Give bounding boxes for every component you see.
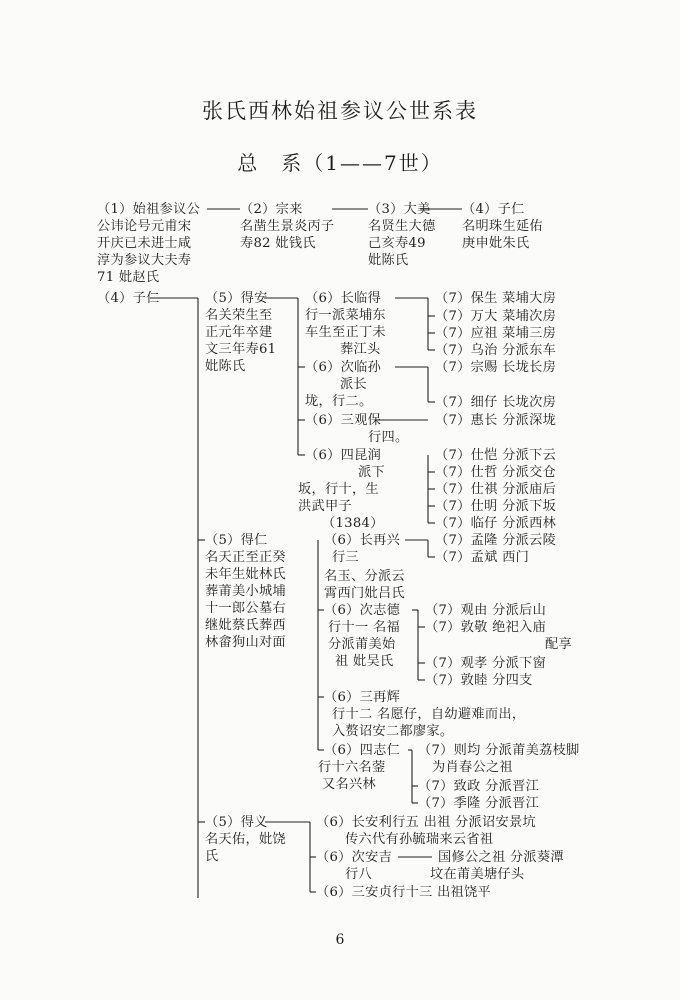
gen1-note-line: 开庆已未进士咸 (97, 236, 192, 251)
gen6-anli-name: （6）长安利行五 出祖 分派诏安景坑 (316, 815, 536, 830)
gen6-zhiren-note: 又名兴林 (322, 777, 376, 792)
gen1-note-line: 71 妣赵氏 (97, 270, 160, 285)
gen6-zhide-note: 行十一 名福 (328, 620, 400, 635)
gen6-zaixing-name: （6）长再兴 (324, 533, 401, 548)
gen6-linde-note: 葬江头 (340, 342, 381, 357)
gen5-deyan-note: 正元年卒建 (205, 325, 273, 340)
gen5-deyan-note: 名关荣生至 (205, 308, 273, 323)
gen6-sikun-note: 派下 (358, 465, 385, 480)
gen6-anzhen-name: （6）三安贞行十三 出祖饶平 (316, 885, 492, 900)
gen5-deyi-name: （5）得义 (205, 815, 268, 830)
gen5-deren-note: 名天正至正癸 (205, 550, 286, 565)
gen6-zhide-note: 分派莆美始 (328, 637, 396, 652)
gen7-entry: （7）细仔 长垅次房 (435, 395, 557, 410)
gen6-sanguan-note: 行四。 (368, 430, 409, 445)
gen5-deren-note: 继妣蔡氏葬西 (205, 618, 286, 633)
gen7-entry: （7）宗赐 长垅长房 (435, 360, 557, 375)
gen6-anli-note: 传六代有孙毓瑞来云省祖 (345, 832, 494, 847)
gen6-zaixing-note: 名玉、分派云 (324, 569, 405, 584)
gen5-deren-note: 林畲狗山对面 (205, 635, 286, 650)
gen6-linsun-note: 派长 (340, 377, 367, 392)
page-subtitle: 总 系（1——7世） (237, 151, 443, 175)
gen7-entry: （7）保生 菜埔大房 (435, 291, 557, 306)
gen6-zaihui-note: 入赘诏安二都廖家。 (332, 724, 454, 739)
gen6-zaihui-name: （6）三再辉 (324, 690, 401, 705)
gen7-entry: （7）敦敬 绝祀入庙 (425, 620, 547, 635)
gen5-deren-name: （5）得仁 (205, 533, 268, 548)
gen2-name: （2）宗来 (240, 202, 303, 217)
gen5-deyan-note: 妣陈氏 (205, 359, 246, 374)
gen7-entry: （7）观由 分派后山 (425, 603, 547, 618)
gen5-deyi-note: 名天佑，妣饶 (205, 832, 286, 847)
gen7-entry: （7）应祖 菜埔三房 (435, 326, 557, 341)
gen4-name: （4）子仁 (462, 202, 525, 217)
gen2-note-line: 寿82 妣钱氏 (240, 236, 316, 251)
gen6-zhide-name: （6）次志德 (324, 603, 401, 618)
gen3-note-line: 己亥寿49 (368, 236, 426, 251)
gen7-entry: （7）万大 菜埔次房 (435, 309, 557, 324)
gen7-entry: （7）仕恺 分派下云 (435, 448, 557, 463)
gen6-sikun-note: （1384） (322, 516, 384, 531)
gen6-anji-note: 行八 (345, 867, 372, 882)
page-number: 6 (335, 932, 345, 948)
gen6-zaixing-note: 霄西门妣吕氏 (324, 586, 405, 601)
gen7-entry: （7）孟隆 分派云陵 (435, 533, 557, 548)
gen2-note-line: 名凿生景炎丙子 (240, 219, 335, 234)
gen3-name: （3）大美 (368, 202, 431, 217)
gen6-anji-note: 坟在莆美塘仔头 (430, 867, 525, 882)
gen7-entry: （7）季隆 分派晋江 (418, 796, 540, 811)
gen5-deren-note: 十一郎公墓右 (205, 601, 286, 616)
gen7-entry: （7）乌治 分派东车 (435, 343, 557, 358)
gen6-zhide-note: 祖 妣吴氏 (335, 654, 394, 669)
gen6-linsun-note: 垅，行二。 (305, 394, 373, 409)
gen1-note-line: 公讳论号元甫宋 (97, 219, 192, 234)
gen7-entry-note: 配享 (545, 637, 572, 652)
gen5-deren-note: 未年生妣林氏 (205, 567, 286, 582)
gen1-name: （1）始祖参议公 (97, 202, 201, 217)
branch-root-name: （4）子仁 (97, 291, 160, 306)
gen7-entry: （7）敦睦 分四支 (425, 673, 533, 688)
gen3-note-line: 妣陈氏 (368, 253, 409, 268)
gen6-linde-note: 行一派菜埔东 (305, 308, 386, 323)
gen3-note-line: 名贤生大德 (368, 219, 436, 234)
page-title: 张氏西林始祖参议公世系表 (202, 99, 478, 123)
gen6-zaixing-note: 行三 (332, 550, 359, 565)
gen6-linde-note: 车生至正丁未 (305, 325, 386, 340)
gen7-entry-note: 为肖春公之祖 (432, 760, 513, 775)
gen7-entry: （7）仕哲 分派交仓 (435, 465, 557, 480)
gen6-zhiren-name: （6）四志仁 (324, 743, 401, 758)
gen4-note-line: 庚申妣朱氏 (462, 236, 530, 251)
gen5-deren-note: 葬莆美小城埔 (205, 584, 286, 599)
gen6-zhiren-note: 行十六名蓥 (318, 760, 386, 775)
gen7-entry: （7）仕祺 分派庙后 (435, 482, 557, 497)
gen6-sanguan-name: （6）三观保 (305, 413, 382, 428)
gen5-deyan-name: （5）得安 (205, 291, 268, 306)
gen7-entry: （7）临仔 分派西林 (435, 516, 557, 531)
gen1-note-line: 淳为参议大夫寿 (97, 253, 192, 268)
gen4-note-line: 名明珠生延佑 (462, 219, 543, 234)
gen6-anji-name: （6）次安吉 (316, 850, 393, 865)
gen6-linde-name: （6）长临得 (305, 291, 382, 306)
gen5-deyi-note: 氏 (205, 849, 219, 864)
gen7-entry: （7）观孝 分派下窗 (425, 656, 547, 671)
gen6-sikun-name: （6）四昆润 (305, 448, 382, 463)
gen6-anji-note: 国修公之祖 分派葵潭 (438, 850, 564, 865)
gen7-entry: （7）仕明 分派下坂 (435, 499, 557, 514)
gen6-linsun-name: （6）次临孙 (305, 360, 382, 375)
gen6-zaihui-note: 行十二 名愿仔，自幼避难而出， (332, 707, 526, 722)
gen7-entry: （7）致政 分派晋江 (418, 779, 540, 794)
gen7-entry: （7）孟斌 西门 (435, 550, 530, 565)
gen6-sikun-note: 洪武甲子 (298, 499, 352, 514)
gen7-entry: （7）惠长 分派深垅 (435, 413, 557, 428)
gen7-entry: （7）则均 分派莆美荔枝脚 (418, 743, 580, 758)
gen5-deyan-note: 文三年寿61 (205, 342, 277, 357)
gen6-sikun-note: 坂，行十，生 (298, 482, 379, 497)
